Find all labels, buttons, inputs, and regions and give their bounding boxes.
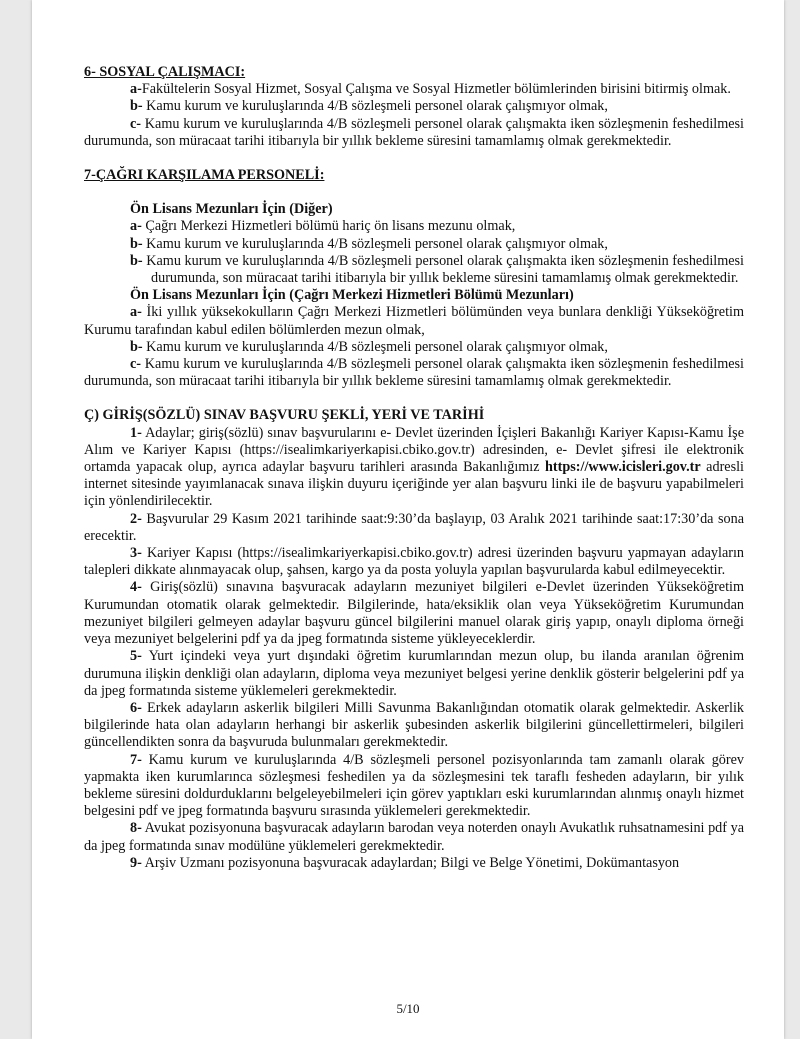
secC-para-4 — [84, 579, 744, 648]
item-lead: a- — [130, 304, 142, 321]
secC-para-3 — [84, 545, 744, 579]
item-text: Avukat pozisyonuna başvuracak adayların barodan veya noterden onaylı Avukatlık ruhsatnamesini pdf ya da jpeg formatında sınav modülüne yüklemeleri gerekmektedir. — [84, 820, 744, 854]
item-text: İki yıllık yüksekokulların Çağrı Merkezi Hizmetleri bölümünden veya bunlara denkliği Yükseköğretim Kurumu tarafından kabul edilen bölümlerden mezun olmak, — [84, 304, 744, 338]
secC-para-9 — [84, 855, 744, 872]
item-text: Kamu kurum ve kuruluşlarında 4/B sözleşmeli personel olarak çalışmakta iken sözleşmenin feshedilmesi durumunda, son müracaat tarihi itibarıyla bir yıllık bekleme süresini tamamlamış olmak gerekmektedir. — [84, 115, 744, 149]
item-text: Çağrı Merkezi Hizmetleri bölümü hariç ön lisans mezunu olmak, — [141, 218, 516, 235]
sec7-subtitle-1: Ön Lisans Mezunları İçin (Diğer) — [130, 201, 333, 218]
sec7-s1-item-a — [84, 218, 744, 235]
item-lead: b- — [130, 98, 143, 115]
section-c-title: Ç) GİRİŞ(SÖZLÜ) SINAV BAŞVURU ŞEKLİ, YERİ VE TARİHİ — [84, 407, 485, 424]
sec6-item-a — [84, 81, 744, 98]
sec7-subtitle-2: Ön Lisans Mezunları İçin (Çağrı Merkezi Hizmetleri Bölümü Mezunları) — [130, 287, 574, 304]
secC-para-5 — [84, 648, 744, 700]
item-text: Erkek adayların askerlik bilgileri Milli Savunma Bakanlığından otomatik olarak gelmektedir. Askerlik bilgilerinde hata olan adayların herhangi bir askerlik şubesinden askerlik bilgilerini güncellettirmeleri, bilgileri güncellendikten sonra da başvuruda bulunmaları gerekmektedir. — [84, 699, 744, 751]
item-text: Yurt içindeki veya yurt dışındaki öğretim kurumlarından mezun olup, bu ilanda aranılan öğrenim durumuna ilişkin denkliği olan adayların, diploma veya mezuniyet belgesi yerine denklik gösterir belgelerini pdf ya da jpeg formatında sisteme yüklemeleri gerekmektedir. — [84, 648, 744, 699]
item-lead: 2- — [130, 510, 142, 527]
item-lead: 3- — [130, 545, 142, 562]
sec7-s2-item-b — [84, 339, 744, 356]
sec7-s1-item-c — [84, 253, 744, 287]
item-text: Kamu kurum ve kuruluşlarında 4/B sözleşmeli personel olarak çalışmıyor olmak, — [142, 338, 608, 355]
item-text: Arşiv Uzmanı pozisyonuna başvuracak adaylardan; Bilgi ve Belge Yönetimi, Dokümantasyon — [141, 854, 680, 871]
document-page — [32, 0, 784, 1039]
item-lead: 7- — [130, 751, 142, 768]
item-lead: 4- — [130, 579, 142, 596]
item-text: Kamu kurum ve kuruluşlarında 4/B sözleşmeli personel olarak çalışmıyor olmak, — [142, 235, 608, 252]
sec7-s2-item-c — [84, 356, 744, 390]
ministry-website-link[interactable]: https://www.icisleri.gov.tr — [545, 459, 701, 476]
item-lead: b- — [130, 338, 143, 355]
item-text: Kamu kurum ve kuruluşlarında 4/B sözleşmeli personel pozisyonlarında tam zamanlı olarak görev yapmakta iken kurumlarınca sözleşmesi feshedilen ya da sözleşmesini tek taraflı fesheden adayların, bir yılık bekleme süresini doldurduklarını belgeleyebilmeleri için görev yaptıkları eski kurumlarından alınmış onaylı hizmet belgesini pdf ve jpeg formatında başvuru sırasında yüklemeleri gerekmektedir. — [84, 751, 744, 820]
item-text: Başvurular 29 Kasım 2021 tarihinde saat:9:30’da başlayıp, 03 Aralık 2021 tarihinde saat:17:30’da sona erecektir. — [84, 510, 744, 544]
item-lead: 6- — [130, 699, 142, 716]
secC-para-6 — [84, 700, 744, 752]
sec7-s2-item-a — [84, 304, 744, 338]
item-lead: a- — [130, 81, 142, 98]
item-text: Adaylar; giriş(sözlü) sınav başvurularını e- Devlet üzerinden İçişleri Bakanlığı Kariyer Kapısı-Kamu İşe Alım ve Kariyer Kapısı (https://isealimkariyerkapisi.cbiko.gov.tr) adresinden, e- Devlet şifresi ile elektronik ortamda yapacak olup, ayrıca adaylar başvuru tarihleri arasında Bakanlığımız — [84, 424, 744, 476]
item-lead: 9- — [130, 854, 142, 871]
sec6-item-c — [84, 116, 744, 150]
page-content — [84, 64, 744, 872]
secC-para-1 — [84, 425, 744, 511]
item-text: adresli internet sitesinde yayımlanacak sınava ilişkin duyuru içeriğinde yer alan başvuru linki ile de başvuru yapabilmeleri için yönlendirilecektir. — [84, 459, 744, 510]
item-text: Kamu kurum ve kuruluşlarında 4/B sözleşmeli personel olarak çalışmıyor olmak, — [142, 98, 608, 115]
item-lead: c- — [130, 356, 142, 373]
section-7-title: 7-ÇAĞRI KARŞILAMA PERSONELİ: — [84, 167, 325, 184]
item-lead: a- — [130, 218, 142, 235]
item-lead: b- — [130, 252, 143, 269]
item-lead: 1- — [130, 424, 142, 441]
item-text: Fakültelerin Sosyal Hizmet, Sosyal Çalışma ve Sosyal Hizmetler bölümlerinden birisini bitirmiş olmak. — [141, 81, 731, 98]
item-lead: 5- — [130, 648, 142, 665]
secC-para-7 — [84, 752, 744, 821]
item-lead: b- — [130, 235, 143, 252]
item-text: Giriş(sözlü) sınavına başvuracak adayların mezuniyet bilgileri e-Devlet üzerinden Yükseköğretim Kurumundan otomatik olarak gelmektedir. Bilgilerinde, hata/eksiklik olan veya Yükseköğretim Kurumundan mezuniyet bilgileri gelmeyen adaylar başvuru güncel bilgilerini manuel olarak giriş yapıp, onaylı diploma örneği veya mezuniyet belgelerini pdf ya da jpeg formatında sisteme yükleyeceklerdir. — [84, 579, 744, 648]
section-6-title: 6- SOSYAL ÇALIŞMACI: — [84, 64, 246, 80]
item-text: Kariyer Kapısı (https://isealimkariyerkapisi.cbiko.gov.tr) adresi üzerinden başvuru yapmayan adayların talepleri dikkate alınmayacak olup, şahsen, kargo ya da posta yoluyla yapılan başvurularda kabul edilmeyecektir. — [84, 545, 744, 579]
item-text: Kamu kurum ve kuruluşlarında 4/B sözleşmeli personel olarak çalışmakta iken sözleşmenin feshedilmesi durumunda, son müracaat tarihi itibarıyla bir yıllık bekleme süresini tamamlamış olmak gerekmektedir. — [84, 356, 744, 390]
secC-para-8 — [84, 820, 744, 854]
item-text: Kamu kurum ve kuruluşlarında 4/B sözleşmeli personel olarak çalışmakta iken sözleşmenin feshedilmesi durumunda, son müracaat tarihi itibarıyla bir yıllık bekleme süresini tamamlamış olmak gerekmektedir. — [142, 252, 744, 287]
page-number: 5/10 — [396, 1001, 420, 1016]
item-lead: c- — [130, 115, 142, 132]
secC-para-2 — [84, 511, 744, 545]
sec6-item-b — [84, 98, 744, 115]
sec7-s1-item-b — [84, 236, 744, 253]
item-lead: 8- — [130, 820, 142, 837]
